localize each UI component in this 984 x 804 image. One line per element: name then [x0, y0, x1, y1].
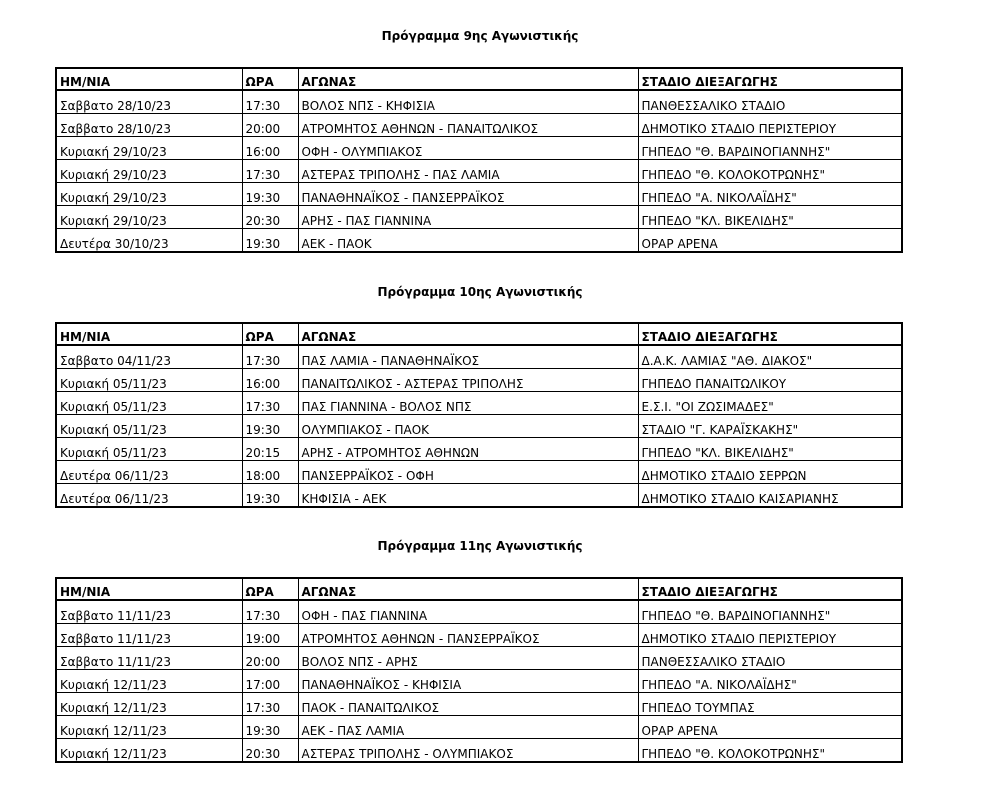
table-row [56, 647, 902, 670]
cell-match: ΠΑΝΣΕΡΡΑΪΚΟΣ - ΟΦΗ [298, 461, 638, 484]
cell-match: ΟΛΥΜΠΙΑΚΟΣ - ΠΑΟΚ [298, 415, 638, 438]
table-row [56, 670, 902, 693]
cell-stadium: ΔΗΜΟΤΙΚΟ ΣΤΑΔΙΟ ΣΕΡΡΩΝ [638, 461, 902, 484]
header-date: ΗΜ/ΝΙΑ [56, 578, 242, 600]
table-row [56, 415, 902, 438]
header-date: ΗΜ/ΝΙΑ [56, 68, 242, 90]
cell-date: Κυριακή 05/11/23 [56, 415, 242, 438]
cell-stadium: ΓΗΠΕΔΟ "ΚΛ. ΒΙΚΕΛΙΔΗΣ" [638, 206, 902, 229]
table-row [56, 345, 902, 369]
cell-date: Κυριακή 12/11/23 [56, 716, 242, 739]
header-time: ΩΡΑ [242, 68, 298, 90]
cell-stadium: Ε.Σ.Ι. "ΟΙ ΖΩΣΙΜΑΔΕΣ" [638, 392, 902, 415]
cell-date: Κυριακή 05/11/23 [56, 438, 242, 461]
cell-date: Κυριακή 12/11/23 [56, 739, 242, 763]
round-body [56, 90, 902, 252]
cell-date: Σαββατο 11/11/23 [56, 624, 242, 647]
cell-stadium: ΟΡΑΡ ΑΡΕΝΑ [638, 229, 902, 253]
cell-stadium: ΓΗΠΕΔΟ "Α. ΝΙΚΟΛΑΪΔΗΣ" [638, 183, 902, 206]
header-time: ΩΡΑ [242, 578, 298, 600]
cell-time: 19:30 [242, 716, 298, 739]
cell-time: 17:30 [242, 600, 298, 624]
cell-match: ΠΑΝΑΙΤΩΛΙΚΟΣ - ΑΣΤΕΡΑΣ ΤΡΙΠΟΛΗΣ [298, 369, 638, 392]
round-10-table [55, 322, 903, 508]
cell-stadium: ΔΗΜΟΤΙΚΟ ΣΤΑΔΙΟ ΠΕΡΙΣΤΕΡΙΟΥ [638, 624, 902, 647]
round-10-title: Πρόγραμμα 10ης Αγωνιστικής [377, 285, 583, 299]
header-match: ΑΓΩΝΑΣ [298, 578, 638, 600]
cell-date: Σαββατο 28/10/23 [56, 114, 242, 137]
cell-time: 17:30 [242, 90, 298, 114]
table-row [56, 369, 902, 392]
cell-date: Κυριακή 29/10/23 [56, 183, 242, 206]
table-row [56, 624, 902, 647]
round-body [56, 345, 902, 507]
cell-match: ΒΟΛΟΣ ΝΠΣ - ΚΗΦΙΣΙΑ [298, 90, 638, 114]
cell-stadium: ΓΗΠΕΔΟ ΠΑΝΑΙΤΩΛΙΚΟΥ [638, 369, 902, 392]
cell-match: ΑΕΚ - ΠΑΣ ΛΑΜΙΑ [298, 716, 638, 739]
cell-time: 20:00 [242, 647, 298, 670]
cell-date: Κυριακή 05/11/23 [56, 392, 242, 415]
table-header-row [56, 323, 902, 345]
cell-time: 19:30 [242, 484, 298, 508]
cell-match: ΠΑΝΑΘΗΝΑΪΚΟΣ - ΚΗΦΙΣΙΑ [298, 670, 638, 693]
cell-time: 17:30 [242, 693, 298, 716]
cell-match: ΟΦΗ - ΟΛΥΜΠΙΑΚΟΣ [298, 137, 638, 160]
cell-match: ΟΦΗ - ΠΑΣ ΓΙΑΝΝΙΝΑ [298, 600, 638, 624]
cell-stadium: ΔΗΜΟΤΙΚΟ ΣΤΑΔΙΟ ΠΕΡΙΣΤΕΡΙΟΥ [638, 114, 902, 137]
cell-date: Κυριακή 29/10/23 [56, 137, 242, 160]
cell-stadium: ΓΗΠΕΔΟ "Θ. ΒΑΡΔΙΝΟΓΙΑΝΝΗΣ" [638, 600, 902, 624]
table-header-row [56, 68, 902, 90]
cell-stadium: ΔΗΜΟΤΙΚΟ ΣΤΑΔΙΟ ΚΑΙΣΑΡΙΑΝΗΣ [638, 484, 902, 508]
cell-match: ΑΡΗΣ - ΠΑΣ ΓΙΑΝΝΙΝΑ [298, 206, 638, 229]
cell-date: Σαββατο 11/11/23 [56, 647, 242, 670]
cell-time: 20:00 [242, 114, 298, 137]
cell-stadium: ΣΤΑΔΙΟ "Γ. ΚΑΡΑΪΣΚΑΚΗΣ" [638, 415, 902, 438]
table-row [56, 484, 902, 508]
table-row [56, 229, 902, 253]
table-row [56, 90, 902, 114]
table-row [56, 206, 902, 229]
cell-stadium: ΓΗΠΕΔΟ "Θ. ΚΟΛΟΚΟΤΡΩΝΗΣ" [638, 160, 902, 183]
cell-match: ΑΤΡΟΜΗΤΟΣ ΑΘΗΝΩΝ - ΠΑΝΑΙΤΩΛΙΚΟΣ [298, 114, 638, 137]
cell-stadium: ΓΗΠΕΔΟ "Α. ΝΙΚΟΛΑΪΔΗΣ" [638, 670, 902, 693]
cell-match: ΚΗΦΙΣΙΑ - ΑΕΚ [298, 484, 638, 508]
cell-time: 20:30 [242, 739, 298, 763]
round-11-title: Πρόγραμμα 11ης Αγωνιστικής [377, 539, 583, 553]
round-body [56, 600, 902, 762]
cell-time: 20:15 [242, 438, 298, 461]
cell-stadium: ΠΑΝΘΕΣΣΑΛΙΚΟ ΣΤΑΔΙΟ [638, 647, 902, 670]
cell-stadium: ΟΡΑΡ ΑΡΕΝΑ [638, 716, 902, 739]
cell-stadium: Δ.Α.Κ. ΛΑΜΙΑΣ "ΑΘ. ΔΙΑΚΟΣ" [638, 345, 902, 369]
cell-stadium: ΓΗΠΕΔΟ "Θ. ΚΟΛΟΚΟΤΡΩΝΗΣ" [638, 739, 902, 763]
cell-time: 19:30 [242, 183, 298, 206]
header-stadium: ΣΤΑΔΙΟ ΔΙΕΞΑΓΩΓΗΣ [638, 578, 902, 600]
cell-date: Σαββατο 28/10/23 [56, 90, 242, 114]
header-match: ΑΓΩΝΑΣ [298, 68, 638, 90]
cell-date: Κυριακή 29/10/23 [56, 160, 242, 183]
table-row [56, 438, 902, 461]
cell-time: 20:30 [242, 206, 298, 229]
cell-date: Κυριακή 29/10/23 [56, 206, 242, 229]
cell-date: Δευτέρα 30/10/23 [56, 229, 242, 253]
cell-date: Σαββατο 04/11/23 [56, 345, 242, 369]
cell-stadium: ΠΑΝΘΕΣΣΑΛΙΚΟ ΣΤΑΔΙΟ [638, 90, 902, 114]
cell-match: ΑΤΡΟΜΗΤΟΣ ΑΘΗΝΩΝ - ΠΑΝΣΕΡΡΑΪΚΟΣ [298, 624, 638, 647]
cell-match: ΠΑΝΑΘΗΝΑΪΚΟΣ - ΠΑΝΣΕΡΡΑΪΚΟΣ [298, 183, 638, 206]
header-time: ΩΡΑ [242, 323, 298, 345]
table-row [56, 600, 902, 624]
cell-time: 17:30 [242, 392, 298, 415]
table-row [56, 114, 902, 137]
cell-date: Κυριακή 12/11/23 [56, 670, 242, 693]
cell-time: 17:30 [242, 160, 298, 183]
cell-time: 18:00 [242, 461, 298, 484]
header-date: ΗΜ/ΝΙΑ [56, 323, 242, 345]
round-11-table [55, 577, 903, 763]
table-row [56, 137, 902, 160]
table-row [56, 160, 902, 183]
cell-match: ΠΑΣ ΛΑΜΙΑ - ΠΑΝΑΘΗΝΑΪΚΟΣ [298, 345, 638, 369]
table-header-row [56, 578, 902, 600]
cell-time: 19:30 [242, 415, 298, 438]
table-row [56, 716, 902, 739]
cell-date: Δευτέρα 06/11/23 [56, 461, 242, 484]
cell-time: 16:00 [242, 369, 298, 392]
cell-time: 17:30 [242, 345, 298, 369]
cell-match: ΑΡΗΣ - ΑΤΡΟΜΗΤΟΣ ΑΘΗΝΩΝ [298, 438, 638, 461]
table-row [56, 739, 902, 763]
cell-stadium: ΓΗΠΕΔΟ ΤΟΥΜΠΑΣ [638, 693, 902, 716]
header-stadium: ΣΤΑΔΙΟ ΔΙΕΞΑΓΩΓΗΣ [638, 68, 902, 90]
round-9-table [55, 67, 903, 253]
cell-match: ΒΟΛΟΣ ΝΠΣ - ΑΡΗΣ [298, 647, 638, 670]
cell-time: 19:00 [242, 624, 298, 647]
cell-match: ΠΑΣ ΓΙΑΝΝΙΝΑ - ΒΟΛΟΣ ΝΠΣ [298, 392, 638, 415]
cell-match: ΑΣΤΕΡΑΣ ΤΡΙΠΟΛΗΣ - ΠΑΣ ΛΑΜΙΑ [298, 160, 638, 183]
header-match: ΑΓΩΝΑΣ [298, 323, 638, 345]
cell-date: Κυριακή 05/11/23 [56, 369, 242, 392]
table-row [56, 392, 902, 415]
cell-date: Σαββατο 11/11/23 [56, 600, 242, 624]
cell-match: ΠΑΟΚ - ΠΑΝΑΙΤΩΛΙΚΟΣ [298, 693, 638, 716]
table-row [56, 693, 902, 716]
header-stadium: ΣΤΑΔΙΟ ΔΙΕΞΑΓΩΓΗΣ [638, 323, 902, 345]
cell-date: Δευτέρα 06/11/23 [56, 484, 242, 508]
cell-match: ΑΕΚ - ΠΑΟΚ [298, 229, 638, 253]
cell-date: Κυριακή 12/11/23 [56, 693, 242, 716]
cell-time: 17:00 [242, 670, 298, 693]
cell-time: 19:30 [242, 229, 298, 253]
cell-match: ΑΣΤΕΡΑΣ ΤΡΙΠΟΛΗΣ - ΟΛΥΜΠΙΑΚΟΣ [298, 739, 638, 763]
cell-stadium: ΓΗΠΕΔΟ "ΚΛ. ΒΙΚΕΛΙΔΗΣ" [638, 438, 902, 461]
round-9-title: Πρόγραμμα 9ης Αγωνιστικής [381, 29, 579, 43]
cell-time: 16:00 [242, 137, 298, 160]
table-row [56, 461, 902, 484]
cell-stadium: ΓΗΠΕΔΟ "Θ. ΒΑΡΔΙΝΟΓΙΑΝΝΗΣ" [638, 137, 902, 160]
table-row [56, 183, 902, 206]
